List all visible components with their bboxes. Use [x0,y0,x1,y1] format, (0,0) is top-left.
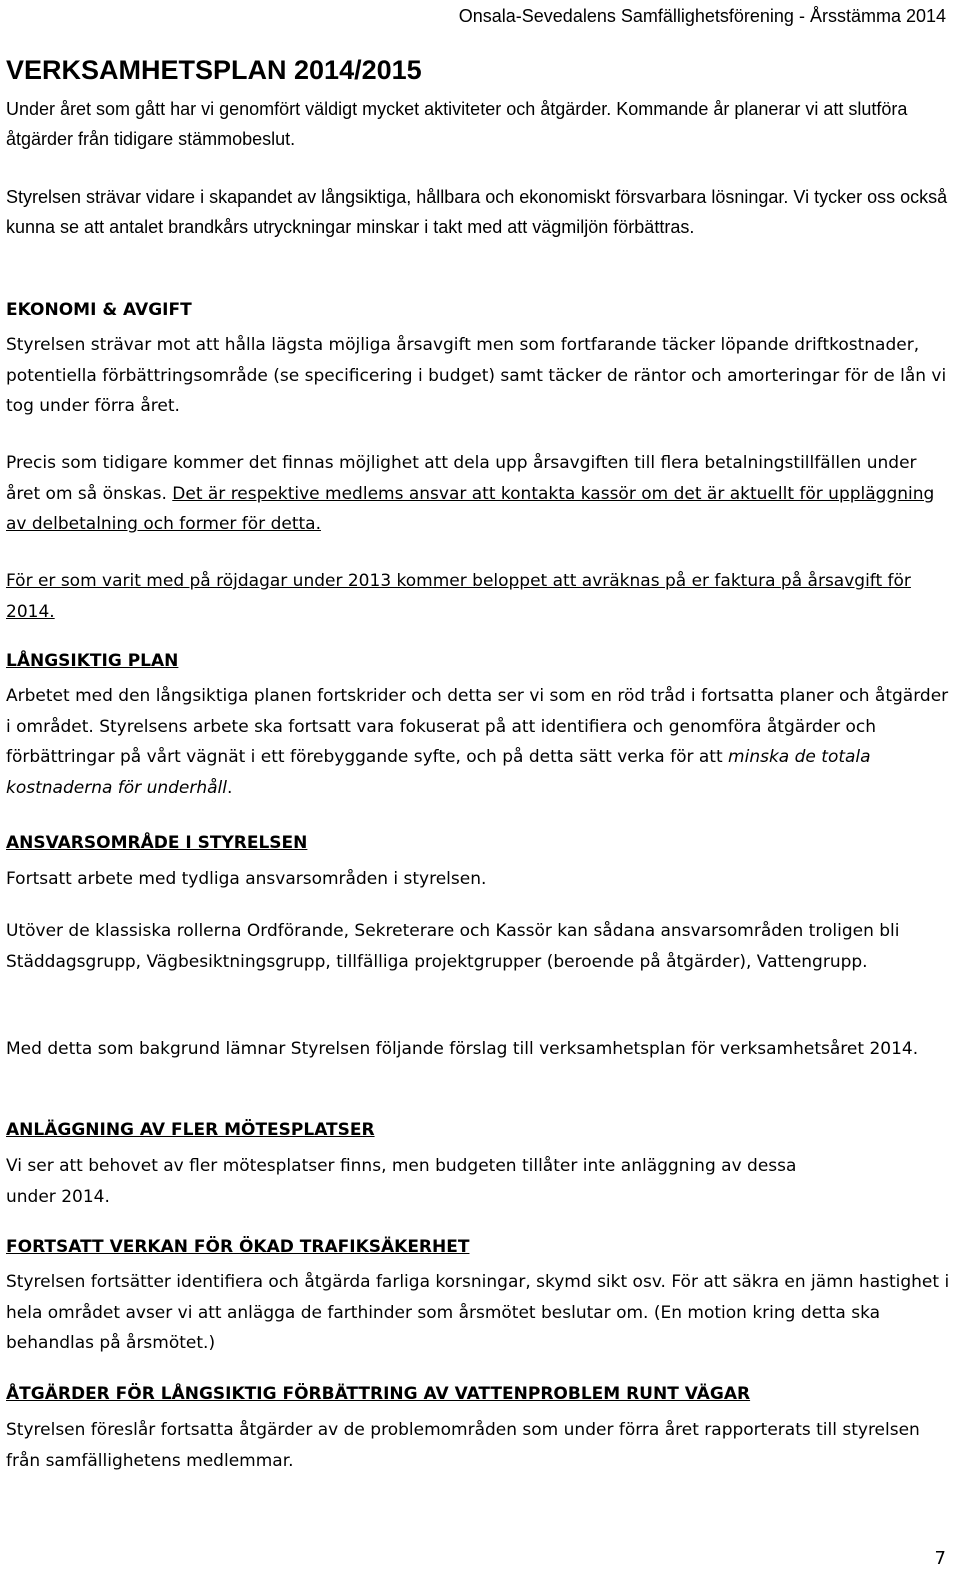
section-heading-economy: EKONOMI & AVGIFT [6,300,192,320]
economy-paragraph-2 [6,448,951,540]
longterm-end: . [227,777,233,798]
page-title: VERKSAMHETSPLAN 2014/2015 [6,55,422,85]
page-number: 7 [934,1548,946,1569]
longterm-text: Arbetet med den långsiktiga planen fortskrider och detta ser vi som en röd tråd i fortsatta planer och åtgärder i området. Styrelsens arbete ska fortsatt vara fokuserat på att identifiera och genomföra åtgärder och förbättringar på vårt vägnät i ett förebyggande syfte, och på detta sätt verka för att [6,686,949,768]
section-heading-meeting-places: ANLÄGGNING AV FLER MÖTESPLATSER [6,1120,375,1140]
economy-paragraph-1: Styrelsen strävar mot att hålla lägsta möjliga årsavgift men som fortfarande täcker löpande driftkostnader, potentiella förbättringsområde (se specificering i budget) samt täcker de räntor och amorteringar för de lån vi tog under förra året. [6,335,947,417]
economy-paragraph-3: För er som varit med på röjdagar under 2013 kommer beloppet att avräknas på er faktura på årsavgift för 2014. [6,571,911,622]
responsibility-paragraph-2: Utöver de klassiska rollerna Ordförande, Sekreterare och Kassör kan sådana ansvarsområden troligen bli Städdagsgrupp, Vägbesiktningsgrupp, tillfälliga projektgrupper (beroende på åtgärder), Vattengrupp. [6,921,900,972]
running-header: Onsala-Sevedalens Samfällighetsförening - Årsstämma 2014 [458,6,946,26]
longterm-paragraph [6,681,951,803]
intro-paragraph-1: Under året som gått har vi genomfört väldigt mycket aktiviteter och åtgärder. Kommande år planerar vi att slutföra åtgärder från tidigare stämmobeslut. [6,99,908,149]
section-heading-traffic: FORTSATT VERKAN FÖR ÖKAD TRAFIKSÄKERHET [6,1237,470,1257]
longterm-italic: minska de totala kostnaderna för underhåll [6,747,871,798]
economy-p2-underlined: Det är respektive medlems ansvar att kontakta kassör om det är aktuellt för uppläggning av delbetalning och former för detta. [6,483,935,535]
intro-paragraph-2: Styrelsen strävar vidare i skapandet av långsiktiga, hållbara och ekonomiskt försvarbara lösningar. Vi tycker oss också kunna se att antalet brandkårs utryckningar minskar i takt med att vägmiljön förbättras. [6,187,948,237]
section-heading-water: ÅTGÄRDER FÖR LÅNGSIKTIG FÖRBÄTTRING AV VATTENPROBLEM RUNT VÄGAR [6,1384,751,1404]
economy-p2-text: Precis som tidigare kommer det finnas möjlighet att dela upp årsavgiften till flera betalningstillfällen under året om så önskas. [6,453,917,504]
meeting-places-paragraph: Vi ser att behovet av fler mötesplatser finns, men budgeten tillåter inte anläggning av dessa under 2014. [6,1156,797,1207]
responsibility-paragraph-3: Med detta som bakgrund lämnar Styrelsen följande förslag till verksamhetsplan för verksamhetsåret 2014. [6,1039,919,1059]
water-paragraph: Styrelsen föreslår fortsatta åtgärder av de problemområden som under förra året rapporterats till styrelsen från samfällighetens medlemmar. [6,1420,920,1471]
section-heading-responsibility: ANSVARSOMRÅDE I STYRELSEN [6,833,308,853]
section-heading-longterm: LÅNGSIKTIG PLAN [6,651,179,671]
responsibility-paragraph-1: Fortsatt arbete med tydliga ansvarsområden i styrelsen. [6,869,487,889]
traffic-paragraph: Styrelsen fortsätter identifiera och åtgärda farliga korsningar, skymd sikt osv. För att säkra en jämn hastighet i hela området avser vi att anlägga de farthinder som årsmötet beslutar om. (En motion kring detta ska behandlas på årsmötet.) [6,1272,950,1354]
